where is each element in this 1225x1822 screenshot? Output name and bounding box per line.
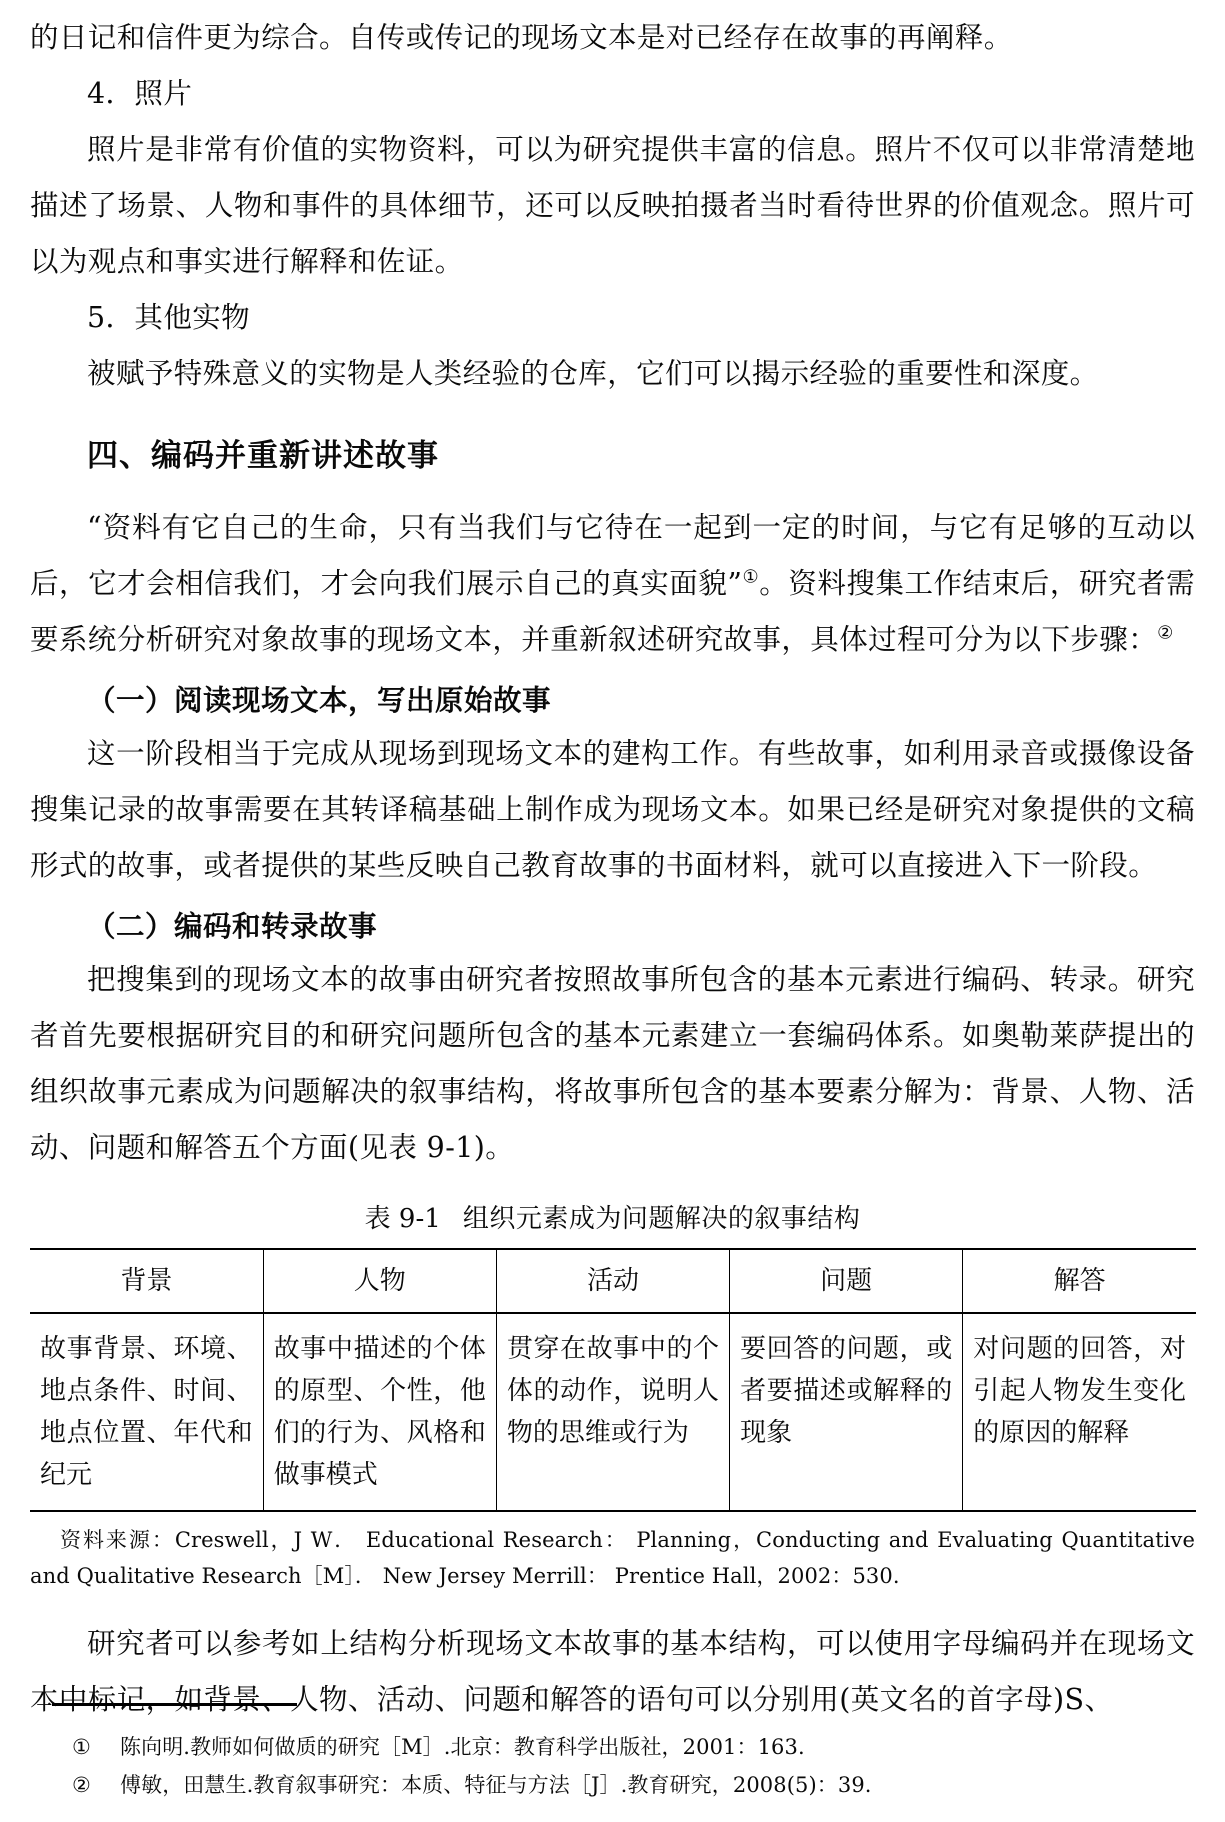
- narrative-structure-table: [30, 1248, 1196, 1512]
- cell-problem: 要回答的问题，或者要描述或解释的现象: [730, 1313, 963, 1511]
- footnote-area: [30, 1703, 1195, 1804]
- list-item-4-heading: 4．照片: [87, 77, 193, 110]
- subsection-one-body: 这一阶段相当于完成从现场到现场文本的建构工作。有些故事，如利用录音或摄像设备搜集记录的故事需要在其转译稿基础上制作成为现场文本。如果已经是研究对象提供的文稿形式的故事，或者提供的某些反映自己教育故事的书面材料，就可以直接进入下一阶段。: [30, 737, 1195, 882]
- table-source-note: [30, 1522, 1195, 1594]
- table-title-text: 组织元素成为问题解决的叙事结构: [462, 1204, 861, 1234]
- footnote-separator-rule: [52, 1703, 297, 1706]
- subsection-heading-one: （一）阅读现场文本，写出原始故事: [87, 683, 552, 717]
- list-item-5-body: 被赋予特殊意义的实物是人类经验的仓库，它们可以揭示经验的重要性和深度。: [87, 357, 1099, 390]
- spacer-after-source: [30, 1594, 1195, 1616]
- cell-background: 故事背景、环境、地点条件、时间、地点位置、年代和纪元: [30, 1313, 263, 1511]
- column-header-activity: 活动: [496, 1249, 729, 1313]
- table-caption: [30, 1202, 1195, 1236]
- footnote-2-text: 傅敏，田慧生.教育叙事研究：本质、特征与方法［J］.教育研究，2008(5)：39.: [120, 1773, 872, 1797]
- table-label: 表 9-1: [364, 1204, 441, 1234]
- footnote-1-marker: ①: [72, 1735, 91, 1759]
- section-heading-four: 四、编码并重新讲述故事: [87, 438, 439, 474]
- footnote-1-text: 陈向明.教师如何做质的研究［M］.北京：教育科学出版社，2001：163.: [120, 1735, 805, 1759]
- footnote-2-marker: ②: [72, 1773, 91, 1797]
- quoted-paragraph: [30, 500, 1195, 668]
- source-text: 资料来源：Creswell，J W． Educational Research： Planning，Conducting and Evaluating Quantitative and Qualitative Research［M］． New Jersey Merrill： Prentice Hall，2002：530.: [30, 1528, 1195, 1588]
- cell-answer: 对问题的回答，对引起人物发生变化的原因的解释: [963, 1313, 1196, 1511]
- footnote-ref-1: ①: [742, 566, 760, 588]
- footnote-ref-2: ②: [1157, 622, 1174, 644]
- list-item-4-body: 照片是非常有价值的实物资料，可以为研究提供丰富的信息。照片不仅可以非常清楚地描述了场景、人物和事件的具体细节，还可以反映拍摄者当时看待世界的价值观念。照片可以为观点和事实进行解释和佐证。: [30, 133, 1195, 278]
- quote-text-part1: “资料有它自己的生命，只有当我们与它待在一起到一定的时间，与它有足够的互动以后，它才会相信我们，才会向我们展示自己的真实面貌”: [30, 511, 1195, 600]
- table-head: [30, 1249, 1196, 1313]
- footnote-2: [30, 1766, 1195, 1804]
- cell-character: 故事中描述的个体的原型、个性，他们的行为、风格和做事模式: [263, 1313, 496, 1511]
- column-header-problem: 问题: [730, 1249, 963, 1313]
- subsection-two-body: 把搜集到的现场文本的故事由研究者按照故事所包含的基本元素进行编码、转录。研究者首先要根据研究目的和研究问题所包含的基本元素建立一套编码体系。如奥勒莱萨提出的组织故事元素成为问题解决的叙事结构，将故事所包含的基本要素分解为：背景、人物、活动、问题和解答五个方面(见表 9-1)。: [30, 963, 1195, 1164]
- column-header-answer: 解答: [963, 1249, 1196, 1313]
- list-item-5-heading: 5．其他实物: [87, 301, 251, 334]
- paragraph-after-table: 研究者可以参考如上结构分析现场文本故事的基本结构，可以使用字母编码并在现场文本中标记，如背景、人物、活动、问题和解答的语句可以分别用(英文名的首字母)S、: [30, 1627, 1195, 1716]
- footnote-1: [30, 1728, 1195, 1766]
- column-header-character: 人物: [263, 1249, 496, 1313]
- column-header-background: 背景: [30, 1249, 263, 1313]
- cell-activity: 贯穿在故事中的个体的动作，说明人物的思维或行为: [496, 1313, 729, 1511]
- paragraph-continuation: 的日记和信件更为综合。自传或传记的现场文本是对已经存在故事的再阐释。: [30, 21, 1013, 54]
- table-body: [30, 1313, 1196, 1511]
- subsection-heading-two: （二）编码和转录故事: [87, 909, 378, 943]
- table-header-row: [30, 1249, 1196, 1313]
- quote-text-part2: 。资料搜集工作结束后，研究者需要系统分析研究对象故事的现场文本，并重新叙述研究故事，具体过程可分为以下步骤：: [30, 567, 1195, 656]
- table-row: [30, 1313, 1196, 1511]
